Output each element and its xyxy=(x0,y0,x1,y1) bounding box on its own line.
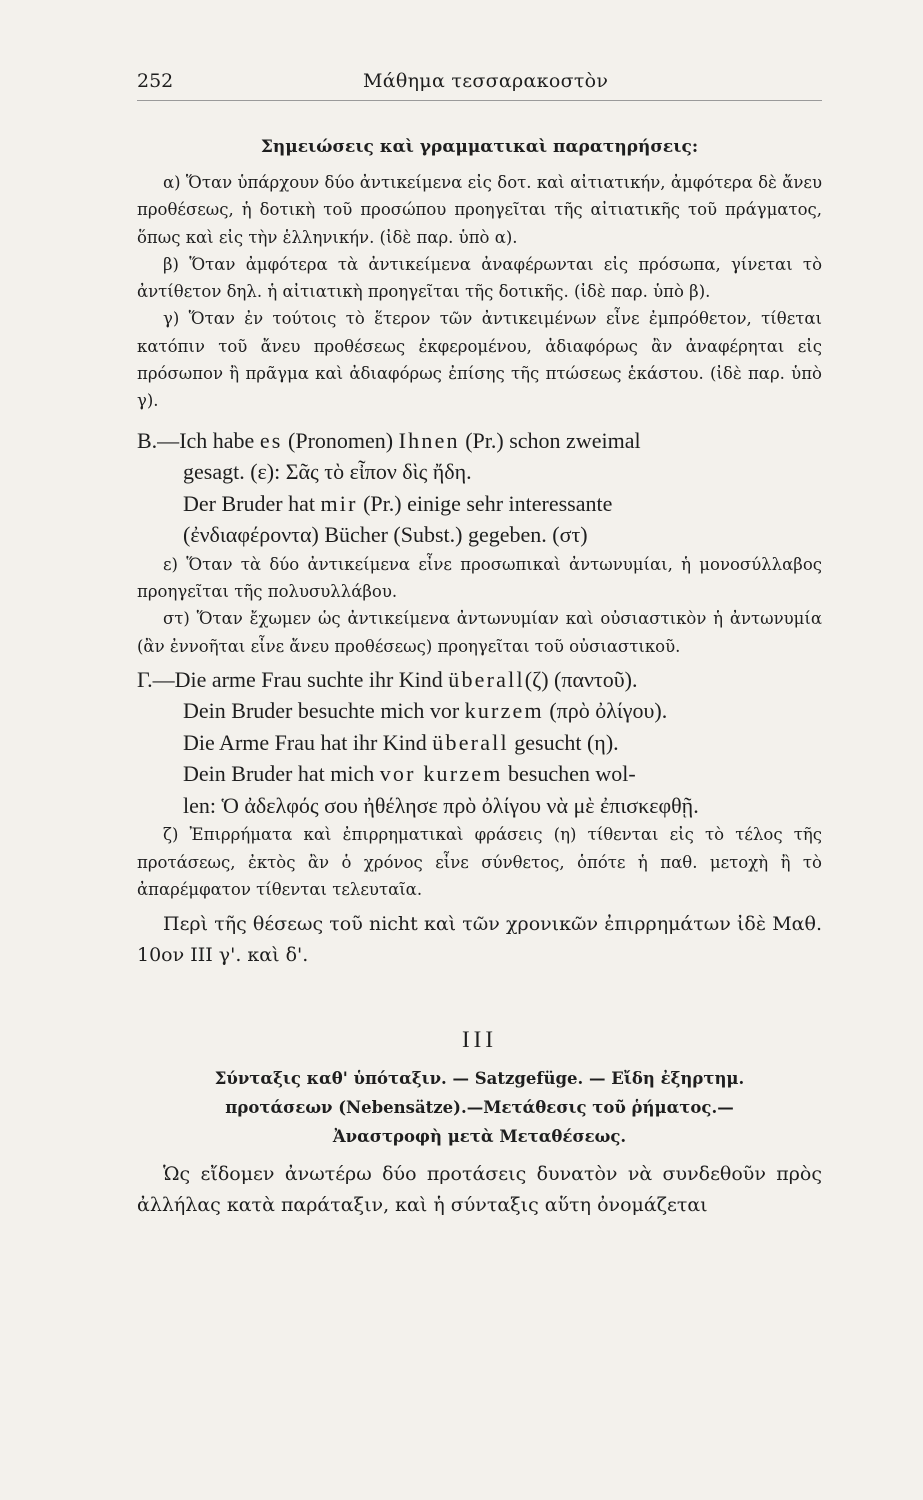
note-e: ε) Ὅταν τὰ δύο ἀντικείμενα εἶνε προσωπικαὶ ἀντωνυμίαι, ἡ μονοσύλλαβος προηγεῖται τῆς πολυσυλλάβου. xyxy=(137,554,822,601)
example-block-g xyxy=(137,664,822,822)
note-b: β) Ὅταν ἀμφότερα τὰ ἀντικείμενα ἀναφέρωνται εἰς πρόσωπα, γίνεται τὸ ἀντίθετον δηλ. ἡ αἰτιατικὴ προηγεῖται τῆς δοτικῆς. (ἰδὲ παρ. ὑπὸ β). xyxy=(137,254,822,302)
example-b-line-2: gesagt. (ε): Σᾶς τὸ εἶπον δὶς ἤδη. xyxy=(183,459,472,485)
note-st: στ) Ὅταν ἔχωμεν ὡς ἀντικείμενα ἀντωνυμίαν καὶ οὐσιαστικὸν ἡ ἀντωνυμία (ἂν ἐννοῆται εἶνε ἄνευ προθέσεως) προηγεῖται τοῦ οὐσιαστικοῦ. xyxy=(137,609,822,656)
running-title: Μάθημα τεσσαρακοστὸν xyxy=(363,70,609,92)
example-b-line-4: (ἐνδιαφέροντα) Bücher (Subst.) gegeben. (στ) xyxy=(183,522,588,548)
section-iii-title-2: προτάσεων (Nebensätze).—Μετάθεσις τοῦ ῥήματος.— xyxy=(225,1098,734,1118)
example-g-line-4: Dein Bruder hat mich vor kurzem besuchen wol- xyxy=(183,761,636,787)
example-b-line-1: B.—Ich habe es (Pronomen) Ihnen (Pr.) schon zweimal xyxy=(137,427,641,453)
page-body xyxy=(137,125,822,1221)
page-header xyxy=(0,0,923,100)
header-rule xyxy=(137,100,822,101)
note-c: γ) Ὅταν ἐν τούτοις τὸ ἕτερον τῶν ἀντικειμένων εἶνε ἐμπρόθετον, τίθεται κατόπιν τοῦ ἄνευ προθέσεως ἐκφερομένου, ἀδιαφόρως ἂν ἀναφέρηται εἰς πρόσωπον ἢ πρᾶγμα καὶ ἀδιαφόρως ἐπίσης τῆς πτώσεως ἑκάστου. (ἰδὲ παρ. ὑπὸ γ). xyxy=(137,309,822,411)
page-number: 252 xyxy=(137,70,174,92)
example-b-line-3: Der Bruder hat mir (Pr.) einige sehr interessante xyxy=(183,490,613,516)
example-g-line-5: len: Ὁ ἀδελφός σου ἠθέλησε πρὸ ὀλίγου νὰ μὲ ἐπισκεφθῇ. xyxy=(183,792,699,818)
section-iii-body: Ὡς εἴδομεν ἀνωτέρω δύο προτάσεις δυνατὸν νὰ συνδεθοῦν πρὸς ἀλλήλας κατὰ παράταξιν, καὶ ἡ σύνταξις αὕτη ὀνομάζεται xyxy=(137,1163,822,1217)
example-g-line-2: Dein Bruder besuchte mich vor kurzem (πρὸ ὀλίγου). xyxy=(183,698,668,724)
note-z: ζ) Ἐπιρρήματα καὶ ἐπιρρηματικαὶ φράσεις (η) τίθενται εἰς τὸ τέλος τῆς προτάσεως, ἐκτὸς ἂν ὁ χρόνος εἶνε σύνθετος, ὁπότε ἡ παθ. μετοχὴ ἢ τὸ ἀπαρέμφατον τίθενται τελευταῖα. xyxy=(137,825,822,899)
section-iii-title-3: Ἀναστροφὴ μετὰ Μεταθέσεως. xyxy=(332,1127,627,1147)
section-iii-title-1: Σύνταξις καθ' ὑπόταξιν. — Satzgefüge. — Εἴδη ἐξηρτημ. xyxy=(214,1069,745,1089)
example-block-b xyxy=(137,425,822,551)
note-peri: Περὶ τῆς θέσεως τοῦ nicht καὶ τῶν χρονικῶν ἐπιρρημάτων ἰδὲ Μαθ. 10ον III γ'. καὶ δ'. xyxy=(137,913,822,967)
example-g-line-3: Die Arme Frau hat ihr Kind überall gesucht (η). xyxy=(183,729,619,755)
section-iii-numeral: III xyxy=(462,1027,497,1053)
note-a: α) Ὅταν ὑπάρχουν δύο ἀντικείμενα εἰς δοτ. καὶ αἰτιατικήν, ἀμφότερα δὲ ἄνευ προθέσεως, ἡ δοτικὴ τοῦ προσώπου προηγεῖται τῆς αἰτιατικῆς τοῦ πράγματος, ὅπως καὶ εἰς τὴν ἑλληνικήν. (ἰδὲ παρ. ὑπὸ α). xyxy=(137,173,822,247)
notes-heading: Σημειώσεις καὶ γραμματικαὶ παρατηρήσεις: xyxy=(260,137,699,157)
example-g-line-1: Γ.—Die arme Frau suchte ihr Kind überall(ζ) (παντοῦ). xyxy=(137,666,638,692)
